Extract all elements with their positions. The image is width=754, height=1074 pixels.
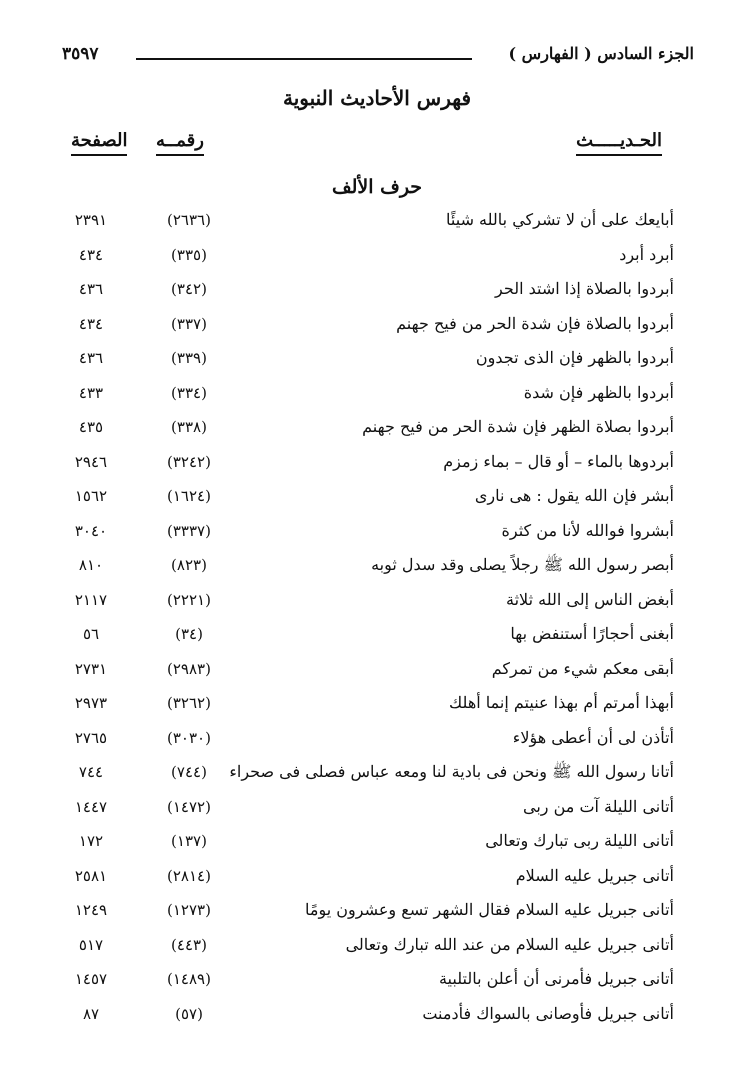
page-reference: ٤٣٣ bbox=[78, 383, 104, 402]
index-entry bbox=[60, 790, 674, 825]
column-header-page: الصفحة bbox=[71, 130, 127, 156]
hadith-number: (٣٣٧) bbox=[171, 314, 207, 333]
page-reference: ٤٣٤ bbox=[78, 314, 104, 333]
hadith-text: أتانى جبريل فأوصانى بالسواك فأدمنت bbox=[422, 1003, 674, 1023]
hadith-number: (١٣٧) bbox=[171, 832, 207, 850]
column-header-hadith: الحـديـــــث bbox=[576, 130, 662, 156]
page-reference: ٣٠٤٠ bbox=[74, 521, 108, 540]
hadith-text: أبشروا فوالله لأنا من كثرة bbox=[501, 520, 674, 540]
index-entry bbox=[60, 686, 674, 721]
index-entry bbox=[60, 824, 674, 859]
hadith-number: (٣٠٣٠) bbox=[167, 728, 211, 747]
index-title: فهرس الأحاديث النبوية bbox=[282, 86, 472, 110]
page-reference: ٨٧ bbox=[82, 1004, 100, 1023]
hadith-number: (٧٤٤) bbox=[171, 763, 207, 781]
hadith-number: (١٤٧٢) bbox=[167, 797, 211, 816]
hadith-text: أتانى الليلة ربى تبارك وتعالى bbox=[485, 831, 674, 850]
index-entry bbox=[60, 410, 674, 445]
hadith-number: (٣٢٦٢) bbox=[167, 694, 211, 712]
index-entry bbox=[60, 617, 674, 652]
index-entry bbox=[60, 893, 674, 928]
hadith-text: أبردوا بصلاة الظهر فإن شدة الحر من فيح جهنم bbox=[362, 417, 674, 436]
page-reference: ١٧٢ bbox=[78, 832, 104, 850]
hadith-number: (١٦٢٤) bbox=[167, 487, 211, 505]
section-heading: حرف الألف bbox=[331, 176, 423, 198]
hadith-number: (١٤٨٩) bbox=[167, 970, 211, 988]
page-reference: ٢٣٩١ bbox=[74, 211, 108, 229]
hadith-number: (٢٦٣٦) bbox=[167, 211, 211, 229]
page-reference: ٢٧٦٥ bbox=[74, 728, 108, 747]
hadith-number: (٤٤٣) bbox=[171, 935, 207, 954]
hadith-text: أبصر رسول الله ﷺ رجلاً يصلى وقد سدل ثوبه bbox=[371, 555, 674, 574]
hadith-number: (٢٢٢١) bbox=[167, 590, 211, 609]
page-reference: ٧٤٤ bbox=[78, 763, 104, 781]
hadith-number: (٣٤٢) bbox=[171, 280, 207, 298]
page-number: ٣٥٩٧ bbox=[62, 44, 99, 64]
hadith-number: (٣٣٤) bbox=[171, 383, 207, 402]
hadith-number: (٣٣٥) bbox=[171, 245, 207, 264]
page-reference: ٥١٧ bbox=[78, 935, 104, 954]
hadith-number: (٣٣٨) bbox=[171, 418, 207, 436]
index-entry bbox=[60, 479, 674, 514]
index-entry bbox=[60, 652, 674, 687]
index-entry bbox=[60, 997, 674, 1032]
hadith-text: أتانى جبريل فأمرنى أن أعلن بالتلبية bbox=[438, 969, 674, 988]
page-reference: ٤٣٥ bbox=[78, 418, 104, 436]
page-reference: ٤٣٦ bbox=[78, 280, 104, 298]
hadith-text: أبردوا بالظهر فإن شدة bbox=[523, 382, 674, 402]
page-reference: ٢٩٤٦ bbox=[74, 452, 108, 471]
index-entry bbox=[60, 721, 674, 756]
hadith-text: أتانى الليلة آت من ربى bbox=[523, 796, 674, 816]
hadith-text: أبايعك على أن لا تشركي بالله شيئًا bbox=[446, 210, 674, 229]
page-reference: ٢١١٧ bbox=[74, 590, 108, 609]
hadith-number: (٣٣٣٧) bbox=[167, 521, 211, 540]
index-entry bbox=[60, 583, 674, 618]
hadith-text: أبهذا أمرتم أم بهذا عنيتم إنما أهلك bbox=[449, 693, 674, 712]
index-entry bbox=[60, 272, 674, 307]
page-reference: ١٥٦٢ bbox=[74, 487, 108, 505]
hadith-number: (٣٢٤٢) bbox=[167, 452, 211, 471]
page-reference: ٢٥٨١ bbox=[74, 866, 108, 885]
hadith-text: أبغنى أحجارًا أستنفض بها bbox=[510, 624, 674, 643]
index-entry bbox=[60, 307, 674, 342]
index-entry bbox=[60, 962, 674, 997]
index-entry bbox=[60, 376, 674, 411]
page-reference: ١٢٤٩ bbox=[74, 901, 108, 919]
hadith-text: أتانا رسول الله ﷺ ونحن فى بادية لنا ومعه عباس فصلى فى صحراء bbox=[229, 762, 674, 781]
hadith-number: (٣٣٩) bbox=[171, 349, 207, 367]
page-reference: ١٤٥٧ bbox=[74, 970, 108, 988]
page-reference: ٤٣٦ bbox=[78, 349, 104, 367]
hadith-text: أبقى معكم شيء من تمركم bbox=[491, 658, 674, 678]
hadith-text: أبشر فإن الله يقول : هى نارى bbox=[474, 486, 674, 505]
hadith-index-list bbox=[60, 203, 674, 1031]
running-title: الجزء السادس ( الفهارس ) bbox=[508, 44, 694, 63]
index-entry bbox=[60, 514, 674, 549]
hadith-text: أبردوا بالصلاة إذا اشتد الحر bbox=[495, 279, 674, 298]
index-entry bbox=[60, 548, 674, 583]
hadith-text: أتأذن لى أن أعطى هؤلاء bbox=[512, 727, 674, 747]
index-entry bbox=[60, 928, 674, 963]
hadith-text: أبغض الناس إلى الله ثلاثة bbox=[506, 589, 674, 609]
hadith-text: أتانى جبريل عليه السلام فقال الشهر تسع وعشرون يومًا bbox=[305, 900, 674, 919]
hadith-text: أتانى جبريل عليه السلام من عند الله تبارك وتعالى bbox=[345, 934, 674, 954]
index-entry bbox=[60, 341, 674, 376]
running-header bbox=[62, 44, 694, 74]
page-reference: ٨١٠ bbox=[78, 556, 104, 574]
index-entry bbox=[60, 238, 674, 273]
page-reference: ٢٩٧٣ bbox=[74, 694, 108, 712]
hadith-number: (٥٧) bbox=[175, 1004, 203, 1023]
hadith-number: (١٢٧٣) bbox=[167, 901, 211, 919]
index-entry bbox=[60, 445, 674, 480]
hadith-number: (٢٨١٤) bbox=[167, 866, 211, 885]
hadith-number: (٣٤) bbox=[175, 625, 203, 643]
page-reference: ١٤٤٧ bbox=[74, 797, 108, 816]
hadith-number: (٢٩٨٣) bbox=[167, 659, 211, 678]
hadith-text: أبردوها بالماء – أو قال – بماء زمزم bbox=[443, 451, 674, 471]
header-rule bbox=[136, 58, 472, 60]
hadith-text: أبرد أبرد bbox=[619, 244, 674, 264]
index-entry bbox=[60, 755, 674, 790]
hadith-text: أبردوا بالظهر فإن الذى تجدون bbox=[475, 348, 674, 367]
hadith-number: (٨٢٣) bbox=[171, 556, 207, 574]
page-reference: ٤٣٤ bbox=[78, 245, 104, 264]
page-reference: ٢٧٣١ bbox=[74, 659, 108, 678]
index-entry bbox=[60, 859, 674, 894]
hadith-text: أبردوا بالصلاة فإن شدة الحر من فيح جهنم bbox=[396, 313, 674, 333]
index-entry bbox=[60, 203, 674, 238]
hadith-text: أتانى جبريل عليه السلام bbox=[515, 865, 674, 885]
column-header-number: رقمــه bbox=[156, 130, 204, 156]
page-reference: ٥٦ bbox=[82, 625, 100, 643]
